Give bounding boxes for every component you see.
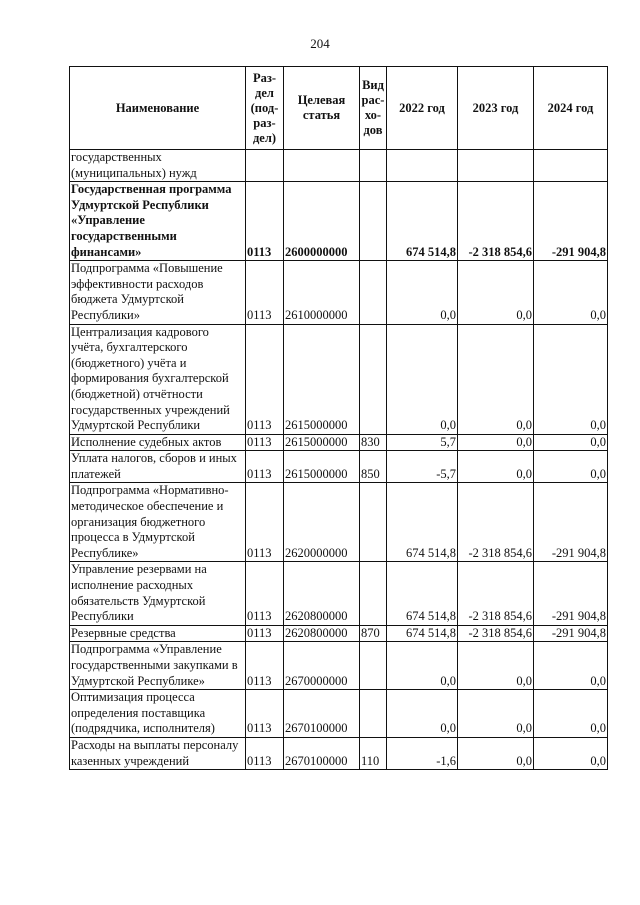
cell-y2022: 674 514,8 — [387, 483, 458, 562]
cell-y2022: 674 514,8 — [387, 625, 458, 642]
table-row — [70, 434, 608, 451]
cell-celevaya: 2620800000 — [284, 625, 360, 642]
cell-razdel: 0113 — [246, 261, 284, 324]
cell-vid — [360, 182, 387, 261]
cell-name: Подпрограмма «Повышение эффективности расходов бюджета Удмуртской Республики» — [70, 261, 246, 324]
header-razdel: Раз- дел (под- раз- дел) — [246, 67, 284, 150]
cell-name: Подпрограмма «Управление государственными закупками в Удмуртской Республике» — [70, 642, 246, 690]
cell-razdel: 0113 — [246, 182, 284, 261]
cell-y2023: -2 318 854,6 — [458, 182, 534, 261]
cell-razdel: 0113 — [246, 562, 284, 625]
cell-celevaya: 2610000000 — [284, 261, 360, 324]
cell-vid: 870 — [360, 625, 387, 642]
cell-name: Оптимизация процесса определения поставщика (подрядчика, исполнителя) — [70, 690, 246, 738]
cell-razdel: 0113 — [246, 642, 284, 690]
cell-y2023: 0,0 — [458, 451, 534, 483]
cell-y2022: 674 514,8 — [387, 562, 458, 625]
page-number: 204 — [310, 36, 330, 51]
table-header-row — [70, 67, 608, 150]
table-row — [70, 737, 608, 769]
cell-y2023: 0,0 — [458, 642, 534, 690]
cell-y2022: 5,7 — [387, 434, 458, 451]
cell-celevaya: 2670000000 — [284, 642, 360, 690]
cell-vid: 850 — [360, 451, 387, 483]
cell-name: Подпрограмма «Нормативно-методическое обеспечение и организация бюджетного процесса в Удмуртской Республике» — [70, 483, 246, 562]
cell-celevaya: 2620800000 — [284, 562, 360, 625]
cell-celevaya: 2670100000 — [284, 737, 360, 769]
cell-celevaya: 2615000000 — [284, 434, 360, 451]
cell-y2024: -291 904,8 — [534, 562, 608, 625]
cell-razdel: 0113 — [246, 737, 284, 769]
cell-vid — [360, 483, 387, 562]
cell-name: государственных (муниципальных) нужд — [70, 150, 246, 182]
cell-y2023: 0,0 — [458, 690, 534, 738]
cell-razdel — [246, 150, 284, 182]
cell-celevaya: 2600000000 — [284, 182, 360, 261]
cell-vid: 830 — [360, 434, 387, 451]
cell-y2022: 0,0 — [387, 642, 458, 690]
cell-y2024: 0,0 — [534, 261, 608, 324]
cell-name: Централизация кадрового учёта, бухгалтерского (бюджетного) учёта и формирования бухгалтерской (бюджетной) отчётности государственных учреждений Удмуртской Республики — [70, 324, 246, 434]
cell-y2024 — [534, 150, 608, 182]
cell-celevaya: 2620000000 — [284, 483, 360, 562]
table-row — [70, 690, 608, 738]
cell-vid — [360, 562, 387, 625]
cell-y2024: 0,0 — [534, 690, 608, 738]
table-row — [70, 324, 608, 434]
cell-y2023: 0,0 — [458, 261, 534, 324]
table-body — [70, 150, 608, 770]
cell-y2024: 0,0 — [534, 324, 608, 434]
cell-name: Государственная программа Удмуртской Республики «Управление государственными финансами» — [70, 182, 246, 261]
cell-razdel: 0113 — [246, 434, 284, 451]
table-row — [70, 562, 608, 625]
cell-y2023: 0,0 — [458, 737, 534, 769]
table-row — [70, 261, 608, 324]
cell-vid: 110 — [360, 737, 387, 769]
cell-y2022: 0,0 — [387, 261, 458, 324]
cell-name: Исполнение судебных актов — [70, 434, 246, 451]
cell-y2024: -291 904,8 — [534, 483, 608, 562]
cell-razdel: 0113 — [246, 324, 284, 434]
cell-razdel: 0113 — [246, 690, 284, 738]
cell-y2023 — [458, 150, 534, 182]
header-name: Наименование — [70, 67, 246, 150]
cell-razdel: 0113 — [246, 451, 284, 483]
cell-name: Резервные средства — [70, 625, 246, 642]
cell-y2024: -291 904,8 — [534, 625, 608, 642]
cell-celevaya: 2615000000 — [284, 451, 360, 483]
cell-y2024: 0,0 — [534, 737, 608, 769]
cell-vid — [360, 642, 387, 690]
cell-y2024: 0,0 — [534, 642, 608, 690]
cell-name: Расходы на выплаты персоналу казенных учреждений — [70, 737, 246, 769]
cell-y2023: -2 318 854,6 — [458, 562, 534, 625]
cell-y2022: -1,6 — [387, 737, 458, 769]
cell-vid — [360, 150, 387, 182]
table-row — [70, 451, 608, 483]
header-2022: 2022 год — [387, 67, 458, 150]
cell-y2022: 674 514,8 — [387, 182, 458, 261]
cell-y2024: 0,0 — [534, 434, 608, 451]
cell-celevaya — [284, 150, 360, 182]
cell-vid — [360, 324, 387, 434]
table-row — [70, 150, 608, 182]
cell-y2023: 0,0 — [458, 324, 534, 434]
cell-celevaya: 2615000000 — [284, 324, 360, 434]
cell-razdel: 0113 — [246, 483, 284, 562]
header-2024: 2024 год — [534, 67, 608, 150]
table-row — [70, 625, 608, 642]
cell-y2024: 0,0 — [534, 451, 608, 483]
header-2023: 2023 год — [458, 67, 534, 150]
cell-razdel: 0113 — [246, 625, 284, 642]
cell-y2024: -291 904,8 — [534, 182, 608, 261]
cell-vid — [360, 261, 387, 324]
table-row — [70, 642, 608, 690]
cell-y2022: -5,7 — [387, 451, 458, 483]
cell-y2022: 0,0 — [387, 324, 458, 434]
table-row — [70, 483, 608, 562]
header-vid: Вид рас- хо- дов — [360, 67, 387, 150]
cell-name: Управление резервами на исполнение расходных обязательств Удмуртской Республики — [70, 562, 246, 625]
cell-y2023: -2 318 854,6 — [458, 625, 534, 642]
table-row — [70, 182, 608, 261]
cell-name: Уплата налогов, сборов и иных платежей — [70, 451, 246, 483]
budget-table — [69, 66, 608, 770]
cell-y2023: -2 318 854,6 — [458, 483, 534, 562]
cell-y2022: 0,0 — [387, 690, 458, 738]
cell-y2022 — [387, 150, 458, 182]
header-celevaya: Целевая статья — [284, 67, 360, 150]
cell-celevaya: 2670100000 — [284, 690, 360, 738]
cell-y2023: 0,0 — [458, 434, 534, 451]
cell-vid — [360, 690, 387, 738]
